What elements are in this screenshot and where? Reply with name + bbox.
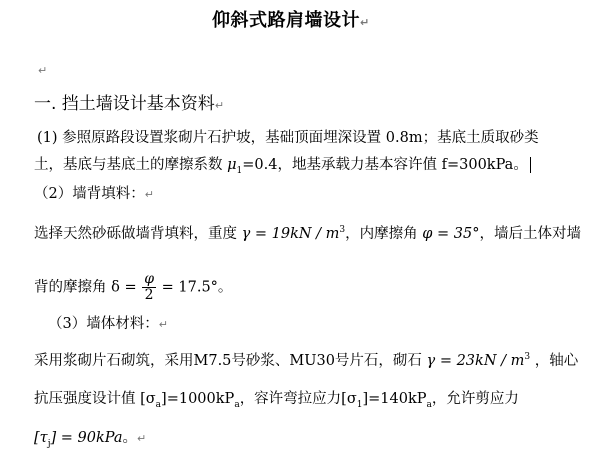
compressive-strength-value: ]=1000kP [161,391,235,407]
item3-label-text: （3）墙体材料： [48,316,159,332]
item2-label [34,184,154,205]
tau-symbol: [τ [34,430,48,446]
item2-line2-rest: = 17.5°。 [157,279,233,296]
item3-line1-text: 采用浆砌片石砌筑，采用M7.5号砂浆、MU30号片石，砌石 [34,352,427,369]
fraction-numerator: φ [144,271,155,287]
paragraph-mark: ↵ [360,16,370,29]
mu-symbol: μ [227,157,237,173]
gamma-value: γ = 23kN / m [426,352,525,369]
gamma-value: γ = 19kN / m [241,225,340,242]
unit-subscript: a [234,399,240,410]
item1-line2-text: 土，基底与基底土的摩擦系数 [34,157,228,173]
item1-line1-text: (1) 参照原路段设置浆砌片石护坡，基础顶面埋深设置 0.8m；基底土质取砂类 [37,130,539,146]
section-heading [34,94,224,116]
bending-stress-value: ]=140kP [362,391,427,407]
tau-subscript: j [47,438,51,449]
item3-line1-rest: ，轴心 [530,352,579,369]
phi-value: φ = 35° [422,225,480,242]
item3-line2 [34,389,519,415]
paragraph-mark: ↵ [144,188,154,201]
item2-line1-text: 选择天然砂砾做墙背填料，重度 [34,225,242,242]
item1-line2-rest: =0.4，地基承载力基本容许值 f=300kPa。 [242,157,528,173]
shear-stress-value: ] = 90kPa [50,430,123,446]
document-title [212,11,370,33]
title-text: 仰斜式路肩墙设计 [212,10,360,31]
item1-line1 [37,128,539,148]
sigma-a-subscript: a [155,399,162,410]
mu-subscript: 1 [236,165,243,176]
item2-line2-text: 背的摩擦角 δ = [34,279,142,296]
item3-line2-text: 抗压强度设计值 [σ [34,391,156,407]
period: 。 [122,430,137,446]
paragraph-mark: ↵ [158,318,168,331]
paragraph-mark: ↵ [214,99,225,112]
item2-label-text: （2）墙背填料： [34,186,145,202]
fraction-denominator: 2 [144,287,154,303]
item2-line2 [34,272,232,303]
unit-subscript: a [426,399,432,410]
heading-text: 一. 挡土墙设计基本资料 [34,94,215,114]
item3-label [48,314,168,335]
text-cursor [530,157,531,173]
item3-line1 [34,347,578,371]
item2-line1-rest: ，墙后土体对墙 [479,225,581,242]
sigma-1-subscript: 1 [356,399,363,410]
item3-line3 [34,428,146,454]
paragraph-mark: ↵ [137,432,147,445]
gamma-exponent: 3 [524,352,531,362]
item1-line2 [34,155,531,181]
bending-stress-label: ，容许弯拉应力[σ [239,391,357,407]
shear-stress-label: ，允许剪应力 [431,391,519,407]
item2-line1 [34,220,581,244]
fraction [142,272,156,303]
gamma-exponent: 3 [339,225,346,235]
paragraph-mark: ↵ [38,64,48,77]
item2-line1-mid: ，内摩擦角 [345,225,423,242]
